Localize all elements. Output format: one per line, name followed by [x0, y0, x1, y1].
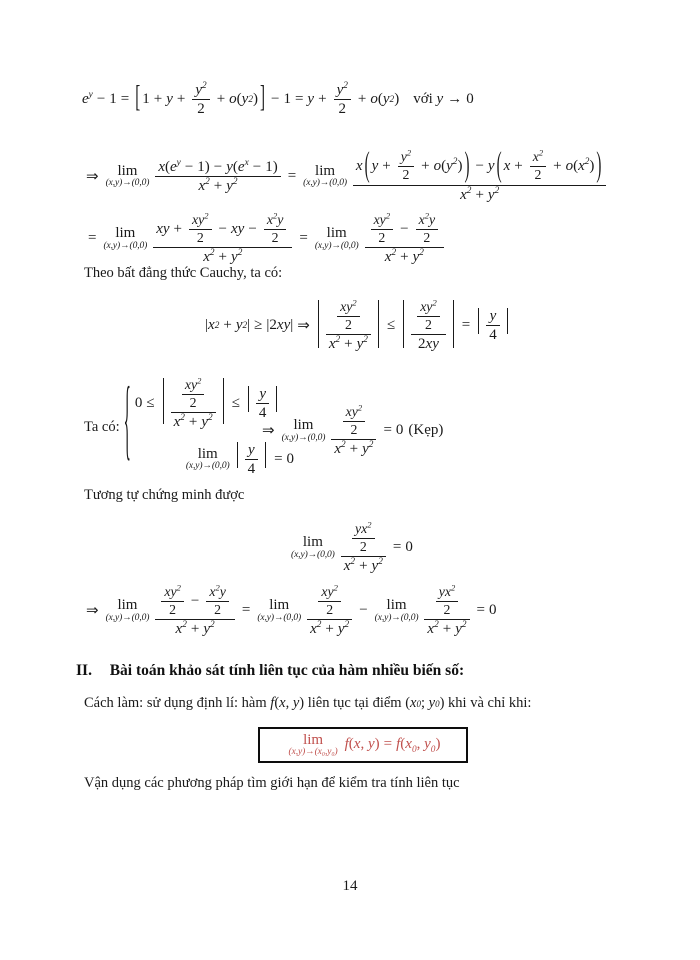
method-intro-line: Cách làm: sử dụng định lí: hàm f ( x , y ) liên tục tại điểm ( x 0 ; y 0 ) khi và chỉ khi:: [84, 695, 532, 711]
method-intro-c: khi và chỉ khi:: [444, 695, 532, 711]
equation-squeeze-conclusion: ⇒ lim (x,y)→(0,0) $\frac{\frac{xy^2}{2}}{x^2 + y^2}$ = 0 (Kẹp): [262, 402, 444, 457]
equation-squeeze-system: Ta có: { 0 ≤ $\frac{\frac{xy^2}{2}}{x^2 + y^2}$ ≤ $\frac{y}{4}$ lim (x,y)→(0,0) $\frac{y}{4}$ = 0: [84, 375, 295, 478]
continuity-formula-box: [258, 727, 468, 763]
ta-co-label: Ta có:: [84, 419, 120, 436]
equation-main-limit: ⇒ lim (x,y)→(0,0) $\frac{x(e^y - 1) - y(e^x - 1)}{x^2 + y^2}$ = lim (x,y)→(0,0) x ( y + $\frac{y^2}{2}$ + $o(y^2)$ ) − y ( x + $\frac{x^2}{2}$ + $o(x^2)$ ) $x^2 + y^2$: [82, 150, 609, 203]
page-number: 14: [342, 878, 358, 894]
equation-taylor-expansion: $e^y$ − 1 = [ 1 + y + $\frac{y^2}{2}$ + o ( y 2 ) ] − 1 = y + $\frac{y^2}{2}$ + o ( y 2 ) với y → 0: [82, 81, 474, 118]
equation-cauchy-inequality: | x 2 + y 2 | ≥ |2 xy | ⇒ $\frac{\frac{xy^2}{2}}{x^2 + y^2}$ ≤ $\frac{\frac{xy^2}{2}}{2xy}$ = $\frac{y}{4}$: [205, 300, 512, 352]
closing-note: Vận dụng các phương pháp tìm giới hạn để kiểm tra tính liên tục: [84, 775, 460, 791]
equation-symmetric-limit: lim (x,y)→(0,0) $\frac{\frac{yx^2}{2}}{x^2 + y^2}$ = 0: [291, 519, 413, 574]
tuong-tu-text: Tương tự chứng minh được: [84, 487, 245, 503]
method-intro-b: liên tục tại điểm: [304, 695, 406, 711]
method-intro-a: Cách làm: sử dụng định lí: hàm: [84, 695, 271, 711]
boxed-limit-operator: [289, 733, 338, 758]
boxed-lim-subscript: (x,y)→(x₀,y₀): [288, 746, 338, 757]
section-heading: [76, 662, 464, 680]
equation-final-limit: ⇒ lim (x,y)→(0,0) $\frac{xy^2}{2}$ − $\frac{x^2y}{2}$ $x^2 + y^2$ = lim (x,y)→(0,0) $\frac{\frac{xy^2}{2}}{x^2 + y^2}$ − lim (x,y)→(0,0) $\frac{\frac{yx^2}{2}}{x^2 + y^2}$ = 0: [86, 582, 497, 637]
kep-label: (Kẹp): [408, 422, 444, 439]
squeeze-row-1: 0 ≤ $\frac{\frac{xy^2}{2}}{x^2 + y^2}$ ≤ $\frac{y}{4}$: [135, 378, 294, 430]
boxed-lim-word: lim: [303, 731, 324, 748]
section-title: Bài toán khảo sát tính liên tục của hàm nhiều biến số:: [109, 662, 465, 679]
section-number: II.: [76, 662, 92, 679]
boxed-formula-body: f(x, $y) = f(x_0$, $y_0$): [344, 736, 441, 756]
equation-simplified-limit: = lim (x,y)→(0,0) xy + $\frac{xy^2}{2}$ − xy − $\frac{x^2y}{2}$ $x^2 + y^2$ = lim (x,y)→(0,0) $\frac{xy^2}{2}$ − $\frac{x^2y}{2}$ $x^2 + y^2$: [84, 213, 447, 265]
squeeze-row-2: lim (x,y)→(0,0) $\frac{y}{4}$ = 0: [185, 441, 295, 478]
cauchy-intro-text: Theo bất đẳng thức Cauchy, ta có:: [84, 265, 283, 281]
